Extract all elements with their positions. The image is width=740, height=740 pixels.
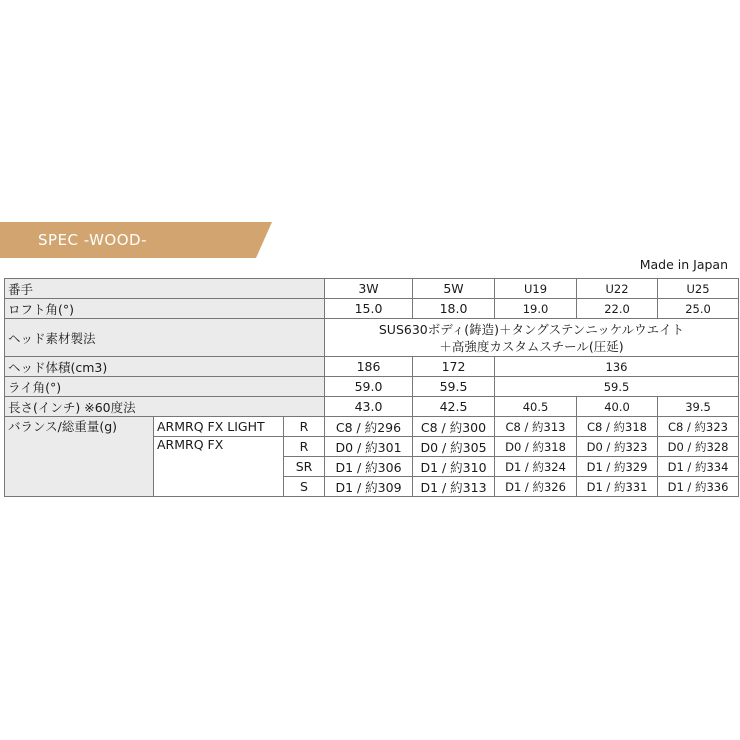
loft-u25: 25.0 <box>658 299 739 319</box>
balance-cell: D1 / 約306 <box>325 457 413 477</box>
label-balance: バランス/総重量(g) <box>5 417 154 497</box>
balance-cell: C8 / 約296 <box>325 417 413 437</box>
row-material <box>5 319 739 357</box>
length-5w: 42.5 <box>413 397 495 417</box>
balance-cell: C8 / 約313 <box>495 417 577 437</box>
lie-5w: 59.5 <box>413 377 495 397</box>
club-u25: U25 <box>658 279 739 299</box>
balance-cell: D0 / 約301 <box>325 437 413 457</box>
lie-3w: 59.0 <box>325 377 413 397</box>
balance-cell: D0 / 約305 <box>413 437 495 457</box>
length-u22: 40.0 <box>577 397 658 417</box>
spec-table <box>4 278 739 497</box>
balance-cell: C8 / 約300 <box>413 417 495 437</box>
row-length <box>5 397 739 417</box>
lie-utility: 59.5 <box>495 377 739 397</box>
length-u25: 39.5 <box>658 397 739 417</box>
balance-cell: D1 / 約310 <box>413 457 495 477</box>
balance-cell: D1 / 約329 <box>577 457 658 477</box>
length-3w: 43.0 <box>325 397 413 417</box>
shaft-flex: R <box>284 417 325 437</box>
club-u19: U19 <box>495 279 577 299</box>
row-volume <box>5 357 739 377</box>
material-line-1: SUS630ボディ(鋳造)＋タングステンニッケルウエイト <box>378 321 685 337</box>
row-lie <box>5 377 739 397</box>
label-number: 番手 <box>5 279 325 299</box>
label-loft: ロフト角(°) <box>5 299 325 319</box>
balance-cell: D1 / 約331 <box>577 477 658 497</box>
shaft-name: ARMRQ FX <box>154 437 284 497</box>
balance-cell: D1 / 約309 <box>325 477 413 497</box>
material-line-2: ＋高強度カスタムスチール(圧延) <box>439 338 624 354</box>
material-value <box>325 319 739 357</box>
volume-3w: 186 <box>325 357 413 377</box>
balance-cell: D1 / 約324 <box>495 457 577 477</box>
section-banner <box>0 222 272 258</box>
label-lie: ライ角(°) <box>5 377 325 397</box>
balance-cell: D1 / 約334 <box>658 457 739 477</box>
balance-cell: D1 / 約336 <box>658 477 739 497</box>
label-material: ヘッド素材製法 <box>5 319 325 357</box>
volume-5w: 172 <box>413 357 495 377</box>
balance-cell: C8 / 約318 <box>577 417 658 437</box>
balance-cell: C8 / 約323 <box>658 417 739 437</box>
row-loft <box>5 299 739 319</box>
loft-3w: 15.0 <box>325 299 413 319</box>
label-length: 長さ(インチ) ※60度法 <box>5 397 325 417</box>
shaft-name: ARMRQ FX LIGHT <box>154 417 284 437</box>
loft-5w: 18.0 <box>413 299 495 319</box>
balance-cell: D0 / 約323 <box>577 437 658 457</box>
balance-cell: D0 / 約328 <box>658 437 739 457</box>
made-in-label: Made in Japan <box>639 257 728 272</box>
shaft-flex: SR <box>284 457 325 477</box>
shaft-flex: R <box>284 437 325 457</box>
balance-cell: D1 / 約313 <box>413 477 495 497</box>
volume-utility: 136 <box>495 357 739 377</box>
balance-cell: D0 / 約318 <box>495 437 577 457</box>
shaft-flex: S <box>284 477 325 497</box>
row-number <box>5 279 739 299</box>
row-balance-light-r <box>5 417 739 437</box>
loft-u19: 19.0 <box>495 299 577 319</box>
balance-cell: D1 / 約326 <box>495 477 577 497</box>
section-title: SPEC -WOOD- <box>38 231 147 249</box>
label-volume: ヘッド体積(cm3) <box>5 357 325 377</box>
club-3w: 3W <box>325 279 413 299</box>
club-5w: 5W <box>413 279 495 299</box>
length-u19: 40.5 <box>495 397 577 417</box>
loft-u22: 22.0 <box>577 299 658 319</box>
club-u22: U22 <box>577 279 658 299</box>
